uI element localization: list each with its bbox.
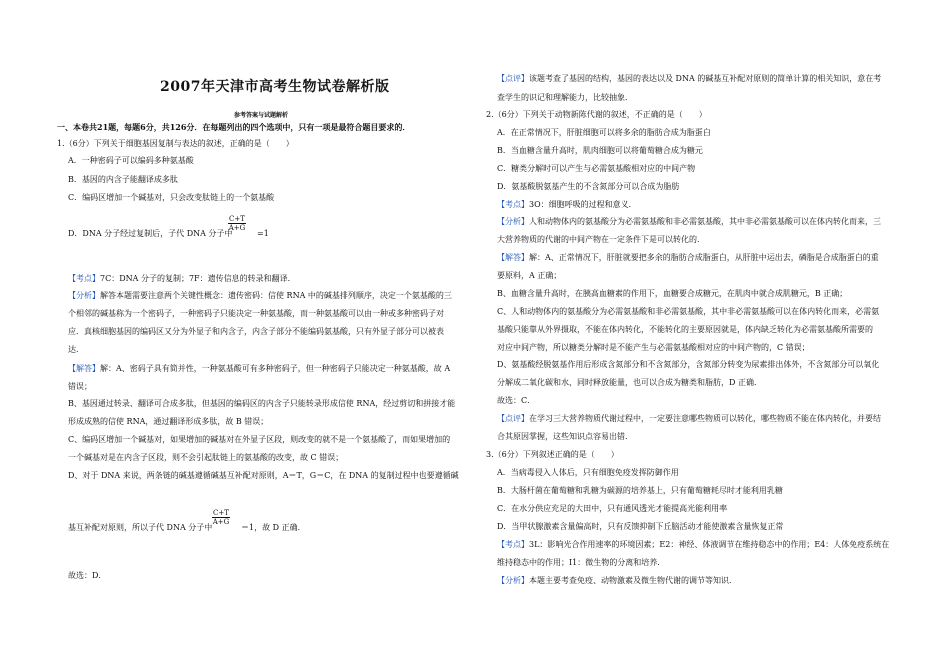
dianping-tag: 【点评】 — [497, 414, 529, 423]
kaodian-tag: 【考点】 — [68, 274, 100, 283]
kaodian-tag: 【考点】 — [497, 540, 529, 549]
q2-dianping-line: 合其原因掌握，这些知识点容易出错． — [497, 432, 633, 441]
dianping-tag: 【点评】 — [497, 74, 529, 83]
q1-kaodian — [68, 273, 296, 284]
fraction-denominator: A+G — [228, 224, 246, 232]
dianping-text: 该题考查了基因的结构，基因的表达以及 DNA 的碱基互补配对原则的简单计算的相关知识，意在考 — [529, 74, 882, 83]
q2-fenxi-line: 大营养物质的代谢的中间产物在一定条件下是可以转化的． — [497, 235, 705, 244]
q2-option-b: B．当血糖含量升高时，肌肉细胞可以将葡萄糖合成为糖元 — [497, 146, 703, 155]
q2-dianping — [497, 413, 881, 424]
q3-fenxi — [497, 575, 737, 586]
q1-fraction — [228, 215, 246, 232]
q1-option-d — [68, 228, 232, 239]
q3-kaodian-line: 维持稳态中的作用；I1：微生物的分离和培养． — [497, 558, 666, 567]
q1-fenxi-line: 个相邻的碱基称为一个密码子，一种密码子只能决定一种氨基酸，而一种氨基酸可以由一种或多种密码子对 — [68, 309, 444, 318]
q2-jieda — [497, 252, 879, 263]
q3-option-a: A．当病毒侵入人体后，只有细胞免疫发挥防御作用 — [497, 468, 679, 477]
q2-option-c: C．糖类分解时可以产生与必需氨基酸相对应的中间产物 — [497, 164, 696, 173]
fraction-denominator: A+G — [212, 518, 230, 526]
q1-option-b: B．基因的内含子能翻译成多肽 — [68, 175, 178, 184]
q1-jieda-suffix: ＝1，故 D 正确． — [241, 523, 306, 532]
dianping-text: 在学习三大营养物质代谢过程中，一定要注意哪些物质可以转化，哪些物质不能在体内转化，并要结 — [529, 414, 881, 423]
kaodian-text: 3L：影响光合作用速率的环境因素；E2：神经、体液调节在维持稳态中的作用；E4：人体免疫系统在 — [529, 540, 890, 549]
q1-option-d-suffix: =1 — [257, 229, 269, 238]
kaodian-text: 3O：细胞呼吸的过程和意义． — [529, 200, 637, 209]
q1-option-a: A．一种密码子可以编码多种氨基酸 — [68, 156, 194, 165]
q2-jieda-line: B、血糖含量升高时，在胰高血糖素的作用下，血糖要合成糖元，在肌肉中就合成肌糖元，B 正确； — [497, 289, 848, 298]
kaodian-text: 7C：DNA 分子的复制；7F：遗传信息的转录和翻译． — [100, 274, 296, 283]
jieda-tag: 【解答】 — [497, 253, 529, 262]
q1-jieda-line: 基互补配对原则，所以子代 DNA 分子中 — [68, 523, 213, 532]
q1-fenxi — [68, 290, 452, 301]
q1-fenxi-line: 应．真核细胞基因的编码区又分为外显子和内含子，内含子部分不能编码氨基酸，只有外显子部分可以被表 — [68, 327, 444, 336]
q1-jieda-line: 一个碱基对是在内含子区段，则不会引起肽链上的氨基酸的改变，故 C 错误； — [68, 453, 344, 462]
q1-jieda-line: B、基因通过转录、翻译可合成多肽，但基因的编码区的内含子只能转录形成信使 RNA，经过剪切和拼接才能 — [68, 399, 456, 408]
page-title: 2007年天津市高考生物试卷解析版 — [160, 79, 390, 95]
q3-option-c: C．在水分供应充足的大田中，只有通风透光才能提高光能利用率 — [497, 504, 728, 513]
section-heading: 一、本卷共21题，每题6分，共126分．在每题列出的四个选项中，只有一项是最符合题目要求的． — [57, 122, 411, 132]
q1-option-d-text: D．DNA 分子经过复制后，子代 DNA 分子中 — [68, 229, 233, 238]
fenxi-tag: 【分析】 — [497, 576, 529, 585]
q1-jieda-line: C、编码区增加一个碱基对，如果增加的碱基对在外显子区段，则改变的就不是一个氨基酸了，而如果增加的 — [68, 435, 451, 444]
q1-stem: 1.（6分）下列关于细胞基因复制与表达的叙述，正确的是（ ） — [57, 139, 294, 148]
q1-option-c: C．编码区增加一个碱基对，只会改变肽链上的一个氨基酸 — [68, 193, 275, 202]
fenxi-text: 解答本题需要注意两个关键性概念：遗传密码：信使 RNA 中的碱基排列顺序，决定一个氨基酸的三 — [100, 291, 452, 300]
q2-jieda-line: C、人和动物体内的氨基酸分为必需氨基酸和非必需氨基酸，其中非必需氨基酸可以在体内转化而来，必需氨 — [497, 307, 880, 316]
fenxi-text: 本题主要考查免疫、动物激素及微生物代谢的调节等知识． — [529, 576, 737, 585]
jieda-text: 解：A、密码子具有简并性，一种氨基酸可有多种密码子，但一种密码子只能决定一种氨基酸，故 A — [100, 364, 451, 373]
fenxi-tag: 【分析】 — [497, 217, 529, 226]
q1-jieda-line: 错误； — [68, 382, 92, 391]
q1-jieda-fraction — [212, 509, 230, 526]
fraction-numerator: C+T — [213, 509, 229, 517]
q3-stem: 3.（6分）下列叙述正确的是（ ） — [486, 450, 619, 459]
q3-option-b: B．大肠杆菌在葡萄糖和乳糖为碳源的培养基上，只有葡萄糖耗尽时才能利用乳糖 — [497, 486, 783, 495]
fenxi-text: 人和动物体内的氨基酸分为必需氨基酸和非必需氨基酸，其中非必需氨基酸可以在体内转化而来，三 — [529, 217, 881, 226]
page-subtitle: 参考答案与试题解析 — [234, 112, 289, 119]
q2-kaodian — [497, 199, 637, 210]
q2-option-d: D．氨基酸脱氨基产生的不含氮部分可以合成为脂肪 — [497, 182, 680, 191]
q1-jieda-line: 形成成熟的信使 RNA，通过翻译形成多肽，故 B 错误； — [68, 417, 269, 426]
q2-jieda-line: 要原料，A 正确； — [497, 271, 562, 280]
q2-jieda-line: 对应中间产物，所以糖类分解时是不能产生与必需氨基酸相对应的中间产物的，C 错误； — [497, 343, 810, 352]
q1-dianping — [497, 73, 881, 84]
kaodian-tag: 【考点】 — [497, 200, 529, 209]
q1-jieda-line: D、对于 DNA 来说，两条链的碱基遵循碱基互补配对原则，A＝T，G＝C，在 DNA 的复制过程中也要遵循碱 — [68, 471, 459, 480]
q2-stem: 2.（6分）下列关于动物新陈代谢的叙述，不正确的是（ ） — [486, 110, 707, 119]
jieda-tag: 【解答】 — [68, 364, 100, 373]
jieda-text: 解：A、正常情况下，肝脏就要把多余的脂肪合成脂蛋白，从肝脏中运出去，磷脂是合成脂蛋白的重 — [529, 253, 879, 262]
q3-option-d: D．当甲状腺激素含量偏高时，只有反馈抑制下丘脑活动才能使激素含量恢复正常 — [497, 522, 784, 531]
q1-jieda — [68, 363, 450, 374]
q1-answer: 故选：D． — [68, 571, 107, 580]
q1-fenxi-line: 达． — [68, 345, 84, 354]
fraction-numerator: C+T — [229, 215, 245, 223]
fenxi-tag: 【分析】 — [68, 291, 100, 300]
q2-answer: 故选：C． — [497, 396, 536, 405]
q3-kaodian — [497, 539, 889, 550]
q2-option-a: A．在正常情况下，肝脏细胞可以将多余的脂肪合成为脂蛋白 — [497, 128, 711, 137]
q2-jieda-line: 基酸只能靠从外界摄取，不能在体内转化，不能转化的主要原因就是，体内缺乏转化为必需氨基酸所需要的 — [497, 325, 873, 334]
q1-dianping-line: 查学生的识记和理解能力，比较抽象． — [497, 93, 633, 102]
q2-fenxi — [497, 216, 881, 227]
q2-jieda-line: D、氨基酸经脱氨基作用后形成含氮部分和不含氮部分，含氮部分转变为尿素排出体外，不含氮部分可以氧化 — [497, 360, 880, 369]
q2-jieda-line: 分解成二氧化碳和水，同时释放能量，也可以合成为糖类和脂肪，D 正确． — [497, 378, 762, 387]
